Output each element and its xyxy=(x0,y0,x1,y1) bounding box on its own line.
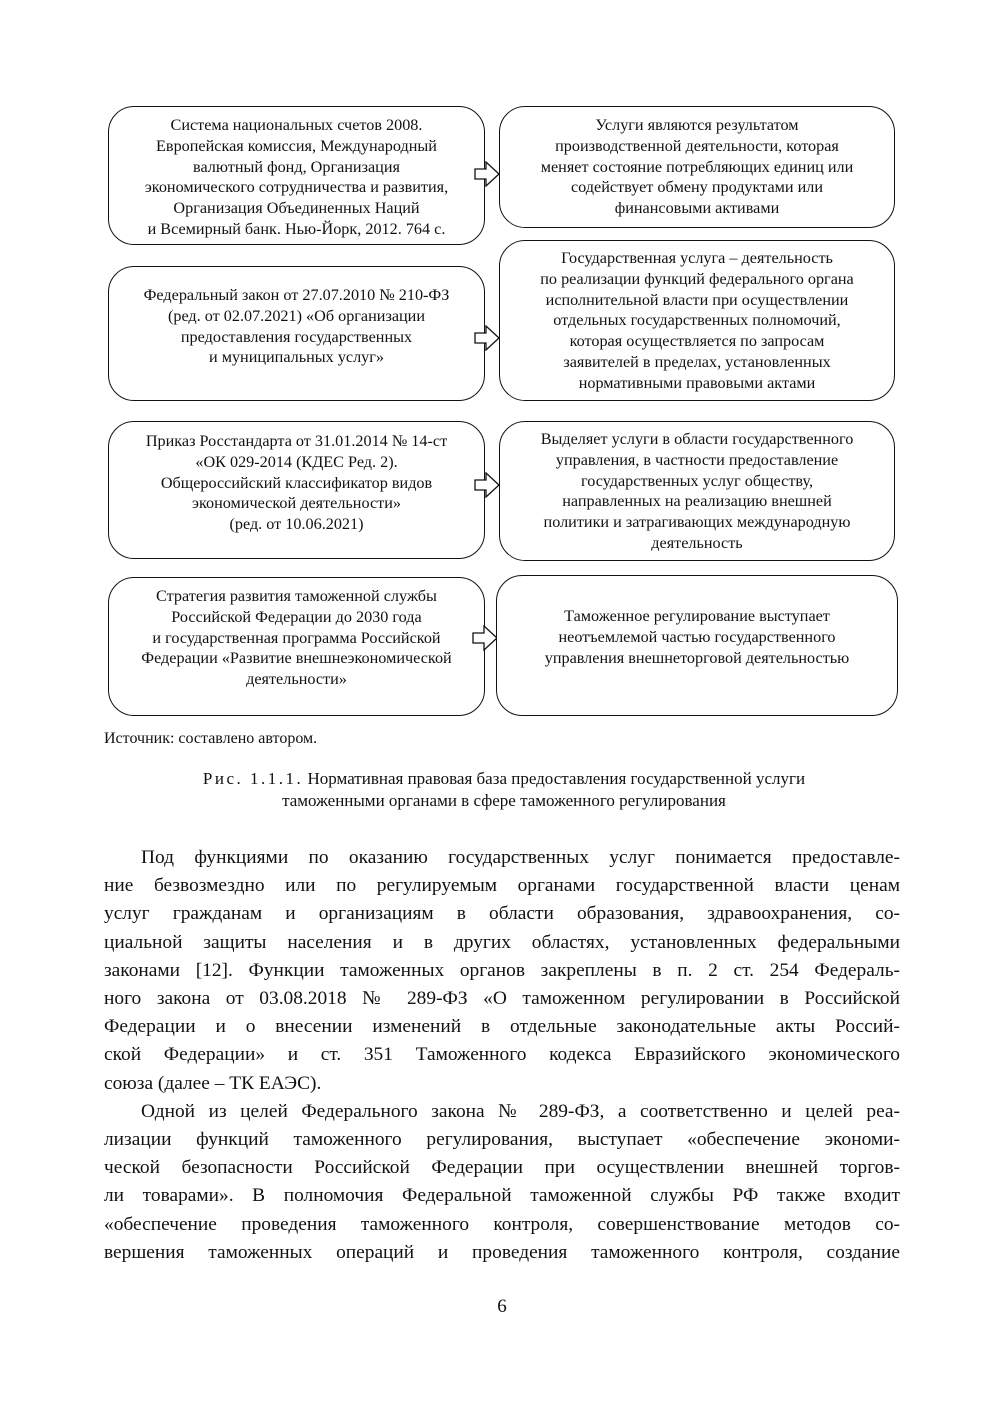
box-line: производственной деятельности, которая xyxy=(555,136,839,155)
source-box-2 xyxy=(108,266,485,401)
figure-caption xyxy=(104,768,904,812)
right-arrow-icon xyxy=(474,161,500,187)
box-line: (ред. от 10.06.2021) xyxy=(229,515,364,534)
box-line: Таможенное регулирование выступает xyxy=(564,607,830,625)
paragraph-1 xyxy=(104,844,900,1098)
box-line: деятельность xyxy=(651,533,743,552)
box-line: предоставления государственных xyxy=(180,327,413,346)
source-box-4 xyxy=(108,577,485,716)
text-line: Под функциями по оказанию государственных услуг понимается предоставле- xyxy=(141,847,900,868)
box-line: финансовыми активами xyxy=(614,199,780,218)
box-line: направленных на реализацию внешней xyxy=(562,492,832,511)
box-line: управления внешнеторговой деятельностью xyxy=(544,648,850,667)
result-box-4 xyxy=(496,575,898,716)
box-line: управления, в частности предоставление xyxy=(555,450,839,469)
source-box-3 xyxy=(108,421,485,559)
caption-line-2: таможенными органами в сфере таможенного регулирования xyxy=(282,791,726,810)
text-line: «обеспечение проведения таможенного контроля, совершенствование методов со- xyxy=(104,1213,900,1235)
text-line: Федерации и о внесении изменений в отдельные законодательные акты Россий- xyxy=(104,1016,900,1038)
result-box-3 xyxy=(499,421,895,561)
page-number: 6 xyxy=(497,1296,507,1317)
box-line: Выделяет услуги в области государственного xyxy=(540,430,854,448)
box-line: политики и затрагивающих международную xyxy=(543,513,851,532)
box-line: Система национальных счетов 2008. xyxy=(170,116,423,134)
box-line: «ОК 029-2014 (КДЕС Ред. 2). xyxy=(195,452,398,471)
box-line: по реализации функций федерального органа xyxy=(540,269,854,288)
source-note: Источник: составлено автором. xyxy=(104,730,318,747)
box-line: нормативными правовыми актами xyxy=(578,373,816,392)
box-line: отдельных государственных полномочий, xyxy=(553,311,841,330)
text-line: ческой безопасности Российской Федерации при осуществлении внешней торгов- xyxy=(104,1157,900,1179)
right-arrow-icon xyxy=(472,625,498,651)
box-line: экономической деятельности» xyxy=(192,494,401,513)
right-arrow-icon xyxy=(474,325,500,351)
text-line: союза (далее – ТК ЕАЭС). xyxy=(104,1072,322,1094)
box-line: содействует обмену продуктами или xyxy=(570,178,823,197)
box-line: и государственная программа Российской xyxy=(152,628,441,647)
box-line: экономического сотрудничества и развития, xyxy=(144,178,449,197)
text-line: лизации функций таможенного регулирования, выступает «обеспечение экономи- xyxy=(104,1129,900,1151)
box-line: Государственная услуга – деятельность xyxy=(561,249,833,267)
box-line: валютный фонд, Организация xyxy=(193,157,400,176)
box-line: и Всемирный банк. Нью-Йорк, 2012. 764 с. xyxy=(147,219,446,238)
box-line: исполнительной власти при осуществлении xyxy=(545,290,849,309)
box-line: (ред. от 02.07.2021) «Об организации xyxy=(167,306,426,325)
caption-text: Нормативная правовая база предоставления государственной услуги xyxy=(303,769,806,788)
box-line: государственных услуг обществу, xyxy=(580,471,813,490)
box-line: Организация Объединенных Наций xyxy=(173,199,420,218)
box-line: Общероссийский классификатор видов xyxy=(160,473,433,492)
right-arrow-icon xyxy=(474,472,500,498)
box-line: Услуги являются результатом xyxy=(595,116,799,134)
paragraph-2 xyxy=(104,1098,900,1267)
result-box-2 xyxy=(499,240,895,401)
text-line: Одной из целей Федерального закона № 289-ФЗ, а соответственно и целей реа- xyxy=(141,1100,900,1122)
box-line: Российской Федерации до 2030 года xyxy=(171,607,422,626)
body-text xyxy=(104,844,900,1267)
box-line: Приказ Росстандарта от 31.01.2014 № 14-ст xyxy=(145,432,448,450)
text-line: ской Федерации» и ст. 351 Таможенного кодекса Евразийского экономического xyxy=(104,1044,900,1066)
box-line: деятельности» xyxy=(246,670,347,689)
box-line: Федерации «Развитие внешнеэкономической xyxy=(141,649,452,668)
text-line: циальной защиты населения и в других областях, установленных федеральными xyxy=(104,931,900,953)
result-box-1 xyxy=(499,106,895,228)
box-line: Федеральный закон от 27.07.2010 № 210-ФЗ xyxy=(143,286,450,304)
box-line: и муниципальных услуг» xyxy=(208,348,384,367)
text-line: ние безвозмездно или по регулируемым органами государственной власти ценам xyxy=(104,875,900,897)
figure-label: Рис. 1.1.1. xyxy=(202,769,304,788)
text-line: ли товарами». В полномочия Федеральной таможенной службы РФ также входит xyxy=(104,1185,900,1207)
box-line: неотъемлемой частью государственного xyxy=(558,627,836,646)
box-line: которая осуществляется по запросам xyxy=(569,332,825,351)
text-line: ного закона от 03.08.2018 № 289-ФЗ «О таможенном регулировании в Российской xyxy=(104,988,900,1010)
box-line: Стратегия развития таможенной службы xyxy=(156,587,437,605)
box-line: Европейская комиссия, Международный xyxy=(156,136,437,155)
text-line: законами [12]. Функции таможенных органов закреплены в п. 2 ст. 254 Федераль- xyxy=(104,959,900,981)
box-line: заявителей в пределах, установленных xyxy=(563,352,831,371)
box-line: меняет состояние потребляющих единиц или xyxy=(540,157,854,176)
text-line: вершения таможенных операций и проведения таможенного контроля, создание xyxy=(104,1241,900,1263)
source-box-1 xyxy=(108,106,485,245)
text-line: услуг гражданам и организациям в области образования, здравоохранения, со- xyxy=(104,903,900,925)
caption-line-1 xyxy=(104,768,904,790)
